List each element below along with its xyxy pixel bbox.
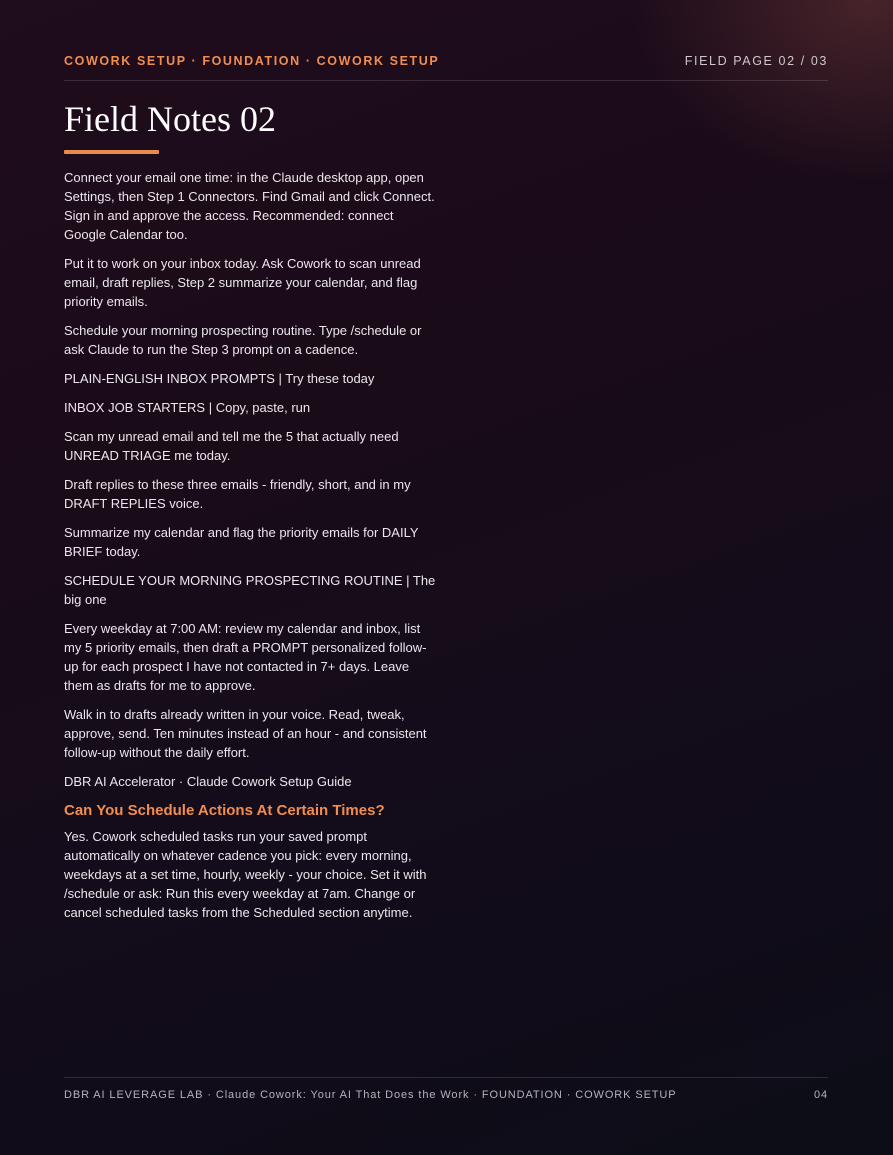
paragraph-routine-outcome: Walk in to drafts already written in your voice. Read, tweak, approve, send. Ten minutes instead of an hour - and consistent follow-up without the daily effort. [64,707,427,760]
section-eyebrow: COWORK SETUP · FOUNDATION · COWORK SETUP [64,54,440,68]
paragraph-routine-label: SCHEDULE YOUR MORNING PROSPECTING ROUTINE | The big one [64,573,436,607]
title-accent-rule [64,150,159,154]
footer-text: DBR AI LEVERAGE LAB · Claude Cowork: Your AI That Does the Work · FOUNDATION · COWORK SETUP [64,1089,677,1101]
paragraph-daily-brief: Summarize my calendar and flag the priority emails for DAILY BRIEF today. [64,525,419,559]
page-header [64,54,828,81]
footer-page-number: 04 [813,1089,828,1101]
paragraph-step-2-inbox: Put it to work on your inbox today. Ask Cowork to scan unread email, draft replies, Step 2 summarize your calendar, and flag priority emails. [64,256,421,309]
paragraph-draft-replies: Draft replies to these three emails - friendly, short, and in my DRAFT REPLIES voice. [64,477,411,511]
paragraph-step-1-connect-email: Connect your email one time: in the Claude desktop app, open Settings, then Step 1 Connectors. Find Gmail and click Connect. Sign in and approve the access. Recommended: connect Google Calendar too. [64,170,435,242]
faq-heading: Can You Schedule Actions At Certain Times? [64,802,385,819]
faq-answer: Yes. Cowork scheduled tasks run your saved prompt automatically on whatever cadence you pick: every morning, weekdays at a set time, hourly, weekly - your choice. Set it with /schedule or ask: Run this every weekday at 7am. Change or cancel scheduled tasks from the Scheduled section anytime. [64,829,427,920]
paragraph-routine-prompt: Every weekday at 7:00 AM: review my calendar and inbox, list my 5 priority emails, then draft a PROMPT personalized follow-up for each prospect I have not contacted in 7+ days. Leave them as drafts for me to approve. [64,621,427,693]
page-title: Field Notes 02 [64,99,276,139]
paragraph-unread-triage: Scan my unread email and tell me the 5 that actually need UNREAD TRIAGE me today. [64,429,399,463]
paragraph-guide-credit: DBR AI Accelerator · Claude Cowork Setup Guide [64,774,352,789]
field-page-indicator: FIELD PAGE 02 / 03 [684,54,828,68]
body-content [64,168,436,932]
paragraph-step-3-schedule: Schedule your morning prospecting routine. Type /schedule or ask Claude to run the Step 3 prompt on a cadence. [64,323,422,357]
paragraph-job-starters-label: INBOX JOB STARTERS | Copy, paste, run [64,400,311,415]
page-footer [64,1077,828,1109]
paragraph-inbox-prompts-label: PLAIN-ENGLISH INBOX PROMPTS | Try these today [64,371,375,386]
